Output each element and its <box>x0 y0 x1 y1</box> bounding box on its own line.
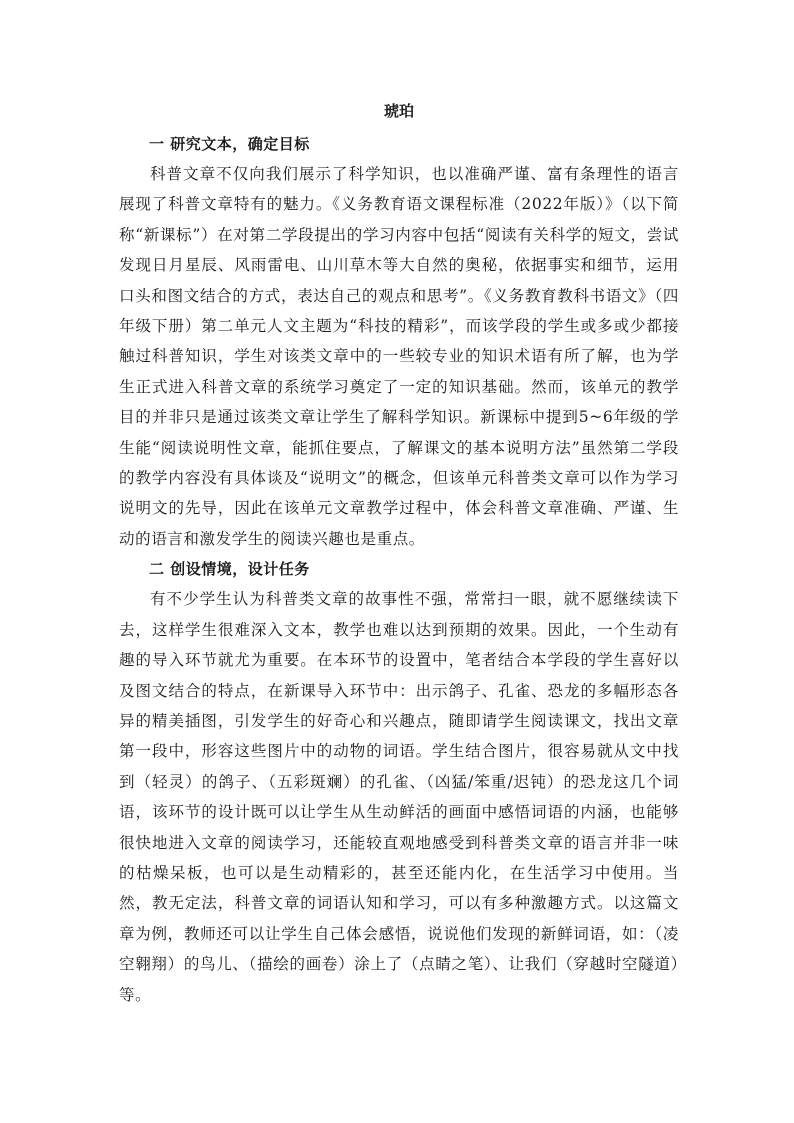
document-page <box>119 100 679 1010</box>
section-paragraph-2: 有不少学生认为科普类文章的故事性不强，常常扫一眼，就不愿继续读下去，这样学生很难深入文本，教学也难以达到预期的效果。因此，一个生动有趣的导入环节就尤为重要。在本环节的设置中，笔者结合本学段的学生喜好以及图文结合的特点，在新课导入环节中：出示鸽子、孔雀、恐龙的多幅形态各异的精美插图，引发学生的好奇心和兴趣点，随即请学生阅读课文，找出文章第一段中，形容这些图片中的动物的词语。学生结合图片，很容易就从文中找到（轻灵）的鸽子、（五彩斑斓）的孔雀、（凶猛/笨重/迟钝）的恐龙这几个词语，该环节的设计既可以让学生从生动鲜活的画面中感悟词语的内涵，也能够很快地进入文章的阅读学习，还能较直观地感受到科普类文章的语言并非一味的枯燥呆板，也可以是生动精彩的，甚至还能内化，在生活学习中使用。当然，教无定法，科普文章的词语认知和学习，可以有多种激趣方式。以这篇文章为例，教师还可以让学生自己体会感悟，说说他们发现的新鲜词语，如：（凌空翱翔）的鸟儿、（描绘的画卷）涂上了（点睛之笔）、让我们（穿越时空隧道）等。 <box>119 590 679 1004</box>
section-heading-2: 二 创设情境，设计任务 <box>149 560 310 579</box>
section-paragraph-1: 科普文章不仅向我们展示了科学知识，也以准确严谨、富有条理性的语言展现了科普文章特有的魅力。《义务教育语文课程标准（2022年版）》（以下简称“新课标”）在对第二学段提出的学习内容中包括“阅读有关科学的短文，尝试发现日月星辰、风雨雷电、山川草木等大自然的奥秘，依据事实和细节，运用口头和图文结合的方式，表达自己的观点和思考”。《义务教育教科书语文》（四年级下册）第二单元人文主题为“科技的精彩”，而该学段的学生或多或少都接触过科普知识，学生对该类文章中的一些较专业的知识术语有所了解，也为学生正式进入科普文章的系统学习奠定了一定的知识基础。然而，该单元的教学目的并非只是通过该类文章让学生了解科学知识。新课标中提到5~6年级的学生能“阅读说明性文章，能抓住要点，了解课文的基本说明方法”虽然第二学段的教学内容没有具体谈及“说明文”的概念，但该单元科普类文章可以作为学习说明文的先导，因此在该单元文章教学过程中，体会科普文章准确、严谨、生动的语言和激发学生的阅读兴趣也是重点。 <box>119 165 679 548</box>
document-title: 琥珀 <box>383 102 414 120</box>
section-heading-1: 一 研究文本，确定目标 <box>149 135 310 153</box>
